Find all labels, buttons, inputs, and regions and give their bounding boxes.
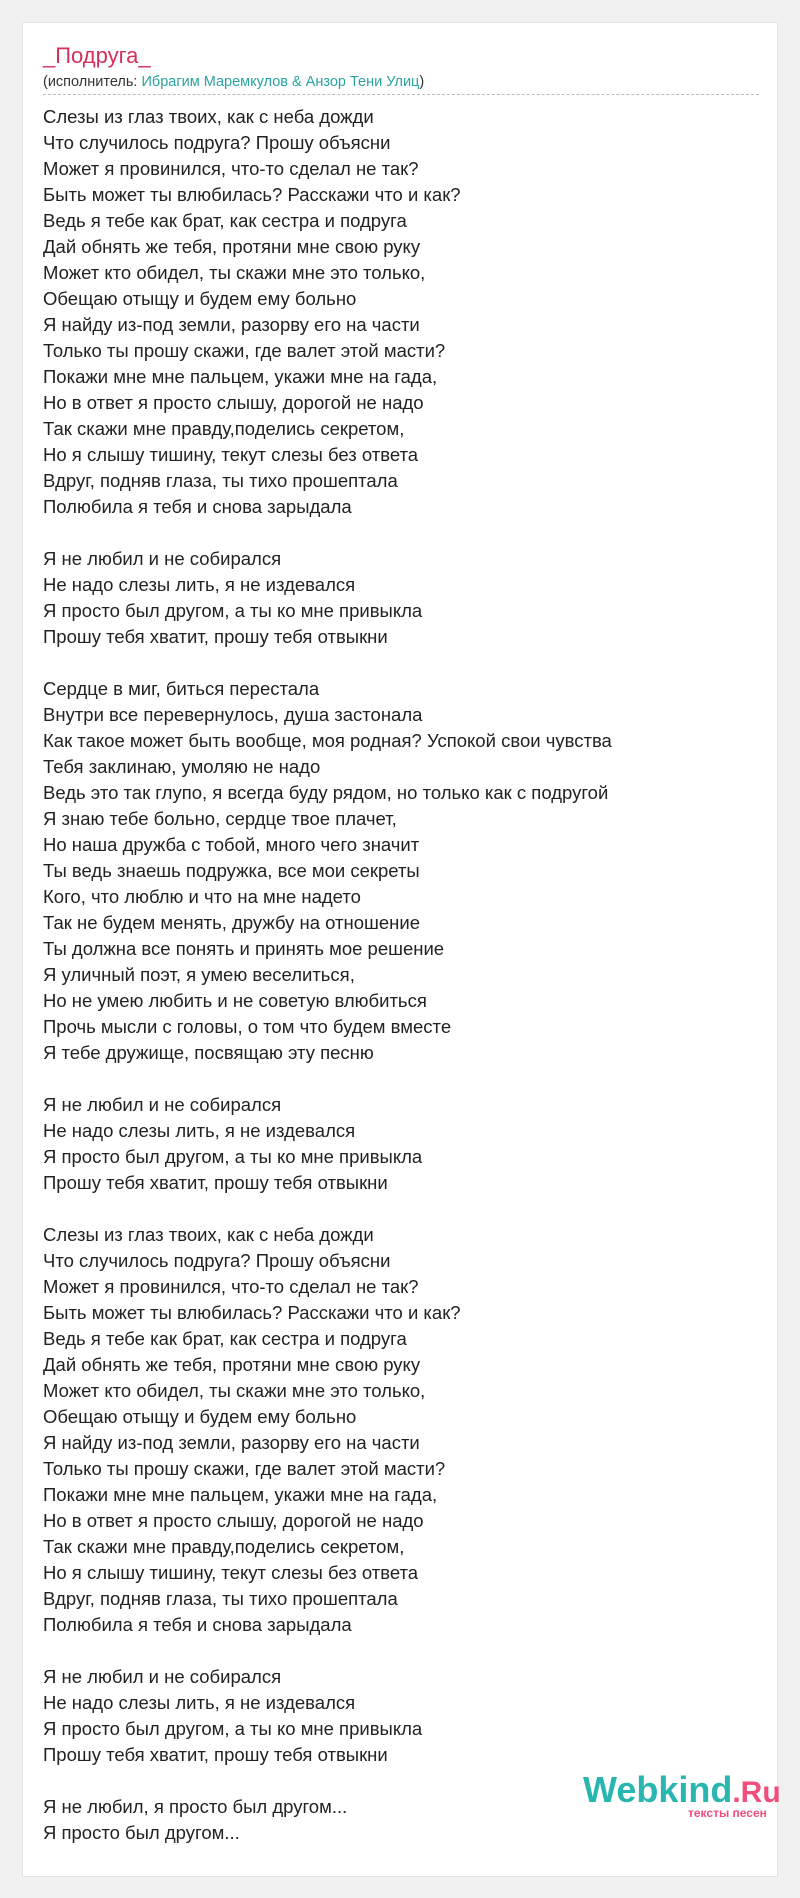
stanza-break [43, 1196, 763, 1222]
lyric-line: Тебя заклинаю, умоляю не надо [43, 756, 321, 777]
lyric-line: Я не любил и не собирался [43, 548, 282, 569]
song-title: _Подруга_ [43, 43, 151, 68]
webkind-logo[interactable] [583, 1768, 781, 1828]
lyric-line: Дай обнять же тебя, протяни мне свою руку [43, 236, 421, 257]
lyric-line: Только ты прошу скажи, где валет этой масти? [43, 1458, 446, 1479]
artist-prefix: (исполнитель: [43, 74, 142, 90]
lyric-line: Так не будем менять, дружбу на отношение [43, 912, 421, 933]
lyric-line: Так скажи мне правду,поделись секретом, [43, 1536, 405, 1557]
lyric-line: Полюбила я тебя и снова зарыдала [43, 1614, 352, 1635]
artist-link[interactable]: Ибрагим Маремкулов & Анзор Тени Улиц [141, 74, 420, 90]
lyric-line: Но не умею любить и не советую влюбиться [43, 990, 427, 1011]
lyric-line: Но в ответ я просто слышу, дорогой не надо [43, 392, 424, 413]
lyric-line: Я не любил и не собирался [43, 1094, 282, 1115]
logo-brand: Webkind [583, 1769, 733, 1810]
lyric-line: Но в ответ я просто слышу, дорогой не надо [43, 1510, 424, 1531]
lyric-line: Я найду из-под земли, разорву его на части [43, 314, 420, 335]
lyric-line: Прошу тебя хватит, прошу тебя отвыкни [43, 626, 388, 647]
lyric-line: Может кто обидел, ты скажи мне это только, [43, 262, 426, 283]
lyric-line: Я уличный поэт, я умею веселиться, [43, 964, 355, 985]
logo-tld: .Ru [732, 1776, 781, 1809]
lyric-line: Только ты прошу скажи, где валет этой масти? [43, 340, 446, 361]
lyric-line: Ведь я тебе как брат, как сестра и подруга [43, 1328, 407, 1349]
lyric-line: Покажи мне мне пальцем, укажи мне на гада, [43, 1484, 438, 1505]
lyric-line: Я просто был другом, а ты ко мне привыкла [43, 1718, 423, 1739]
lyric-line: Но я слышу тишину, текут слезы без ответа [43, 1562, 419, 1583]
lyric-line: Так скажи мне правду,поделись секретом, [43, 418, 405, 439]
lyric-line: Что случилось подруга? Прошу объясни [43, 132, 391, 153]
lyric-line: Вдруг, подняв глаза, ты тихо прошептала [43, 1588, 398, 1609]
lyric-line: Может кто обидел, ты скажи мне это только, [43, 1380, 426, 1401]
logo-tagline: тексты песен [688, 1806, 767, 1820]
lyric-line: Сердце в миг, биться перестала [43, 678, 320, 699]
header-divider [43, 94, 759, 95]
lyric-line: Дай обнять же тебя, протяни мне свою руку [43, 1354, 421, 1375]
lyric-line: Ты ведь знаешь подружка, все мои секреты [43, 860, 420, 881]
lyrics-text [43, 104, 763, 1846]
lyric-line: Может я провинился, что-то сделал не так? [43, 1276, 419, 1297]
lyric-line: Но наша дружба с тобой, много чего значит [43, 834, 420, 855]
lyric-line: Внутри все перевернулось, душа застонала [43, 704, 423, 725]
lyric-line: Быть может ты влюбилась? Расскажи что и как? [43, 184, 461, 205]
lyric-line: Слезы из глаз твоих, как с неба дожди [43, 106, 374, 127]
stanza-break [43, 520, 763, 546]
lyric-line: Я не любил, я просто был другом... [43, 1796, 348, 1817]
lyric-line: Я не любил и не собирался [43, 1666, 282, 1687]
lyric-line: Кого, что люблю и что на мне надето [43, 886, 361, 907]
lyric-line: Ведь я тебе как брат, как сестра и подруга [43, 210, 407, 231]
lyric-line: Ты должна все понять и принять мое решение [43, 938, 445, 959]
lyric-line: Обещаю отыщу и будем ему больно [43, 288, 357, 309]
lyric-line: Прочь мысли с головы, о том что будем вместе [43, 1016, 452, 1037]
lyric-line: Не надо слезы лить, я не издевался [43, 1692, 356, 1713]
lyric-line: Но я слышу тишину, текут слезы без ответа [43, 444, 419, 465]
lyrics-card [22, 22, 781, 1877]
lyric-line: Быть может ты влюбилась? Расскажи что и как? [43, 1302, 461, 1323]
lyric-line: Я тебе дружище, посвящаю эту песню [43, 1042, 374, 1063]
lyric-line: Ведь это так глупо, я всегда буду рядом, но только как с подругой [43, 782, 609, 803]
lyric-line: Как такое может быть вообще, моя родная? Успокой свои чувства [43, 730, 612, 751]
lyric-line: Покажи мне мне пальцем, укажи мне на гада, [43, 366, 438, 387]
lyric-line: Вдруг, подняв глаза, ты тихо прошептала [43, 470, 398, 491]
stanza-break [43, 1638, 763, 1664]
lyric-line: Прошу тебя хватит, прошу тебя отвыкни [43, 1744, 388, 1765]
lyric-line: Не надо слезы лить, я не издевался [43, 574, 356, 595]
lyric-line: Может я провинился, что-то сделал не так? [43, 158, 419, 179]
artist-line [43, 73, 424, 91]
stanza-break [43, 1066, 763, 1092]
lyric-line: Не надо слезы лить, я не издевался [43, 1120, 356, 1141]
lyric-line: Я знаю тебе больно, сердце твое плачет, [43, 808, 397, 829]
lyric-line: Я просто был другом... [43, 1822, 240, 1843]
lyric-line: Прошу тебя хватит, прошу тебя отвыкни [43, 1172, 388, 1193]
lyric-line: Я просто был другом, а ты ко мне привыкла [43, 1146, 423, 1167]
artist-suffix: ) [419, 74, 425, 90]
lyric-line: Слезы из глаз твоих, как с неба дожди [43, 1224, 374, 1245]
stanza-break [43, 650, 763, 676]
lyric-line: Что случилось подруга? Прошу объясни [43, 1250, 391, 1271]
lyric-line: Полюбила я тебя и снова зарыдала [43, 496, 352, 517]
lyric-line: Обещаю отыщу и будем ему больно [43, 1406, 357, 1427]
lyric-line: Я найду из-под земли, разорву его на части [43, 1432, 420, 1453]
lyric-line: Я просто был другом, а ты ко мне привыкла [43, 600, 423, 621]
